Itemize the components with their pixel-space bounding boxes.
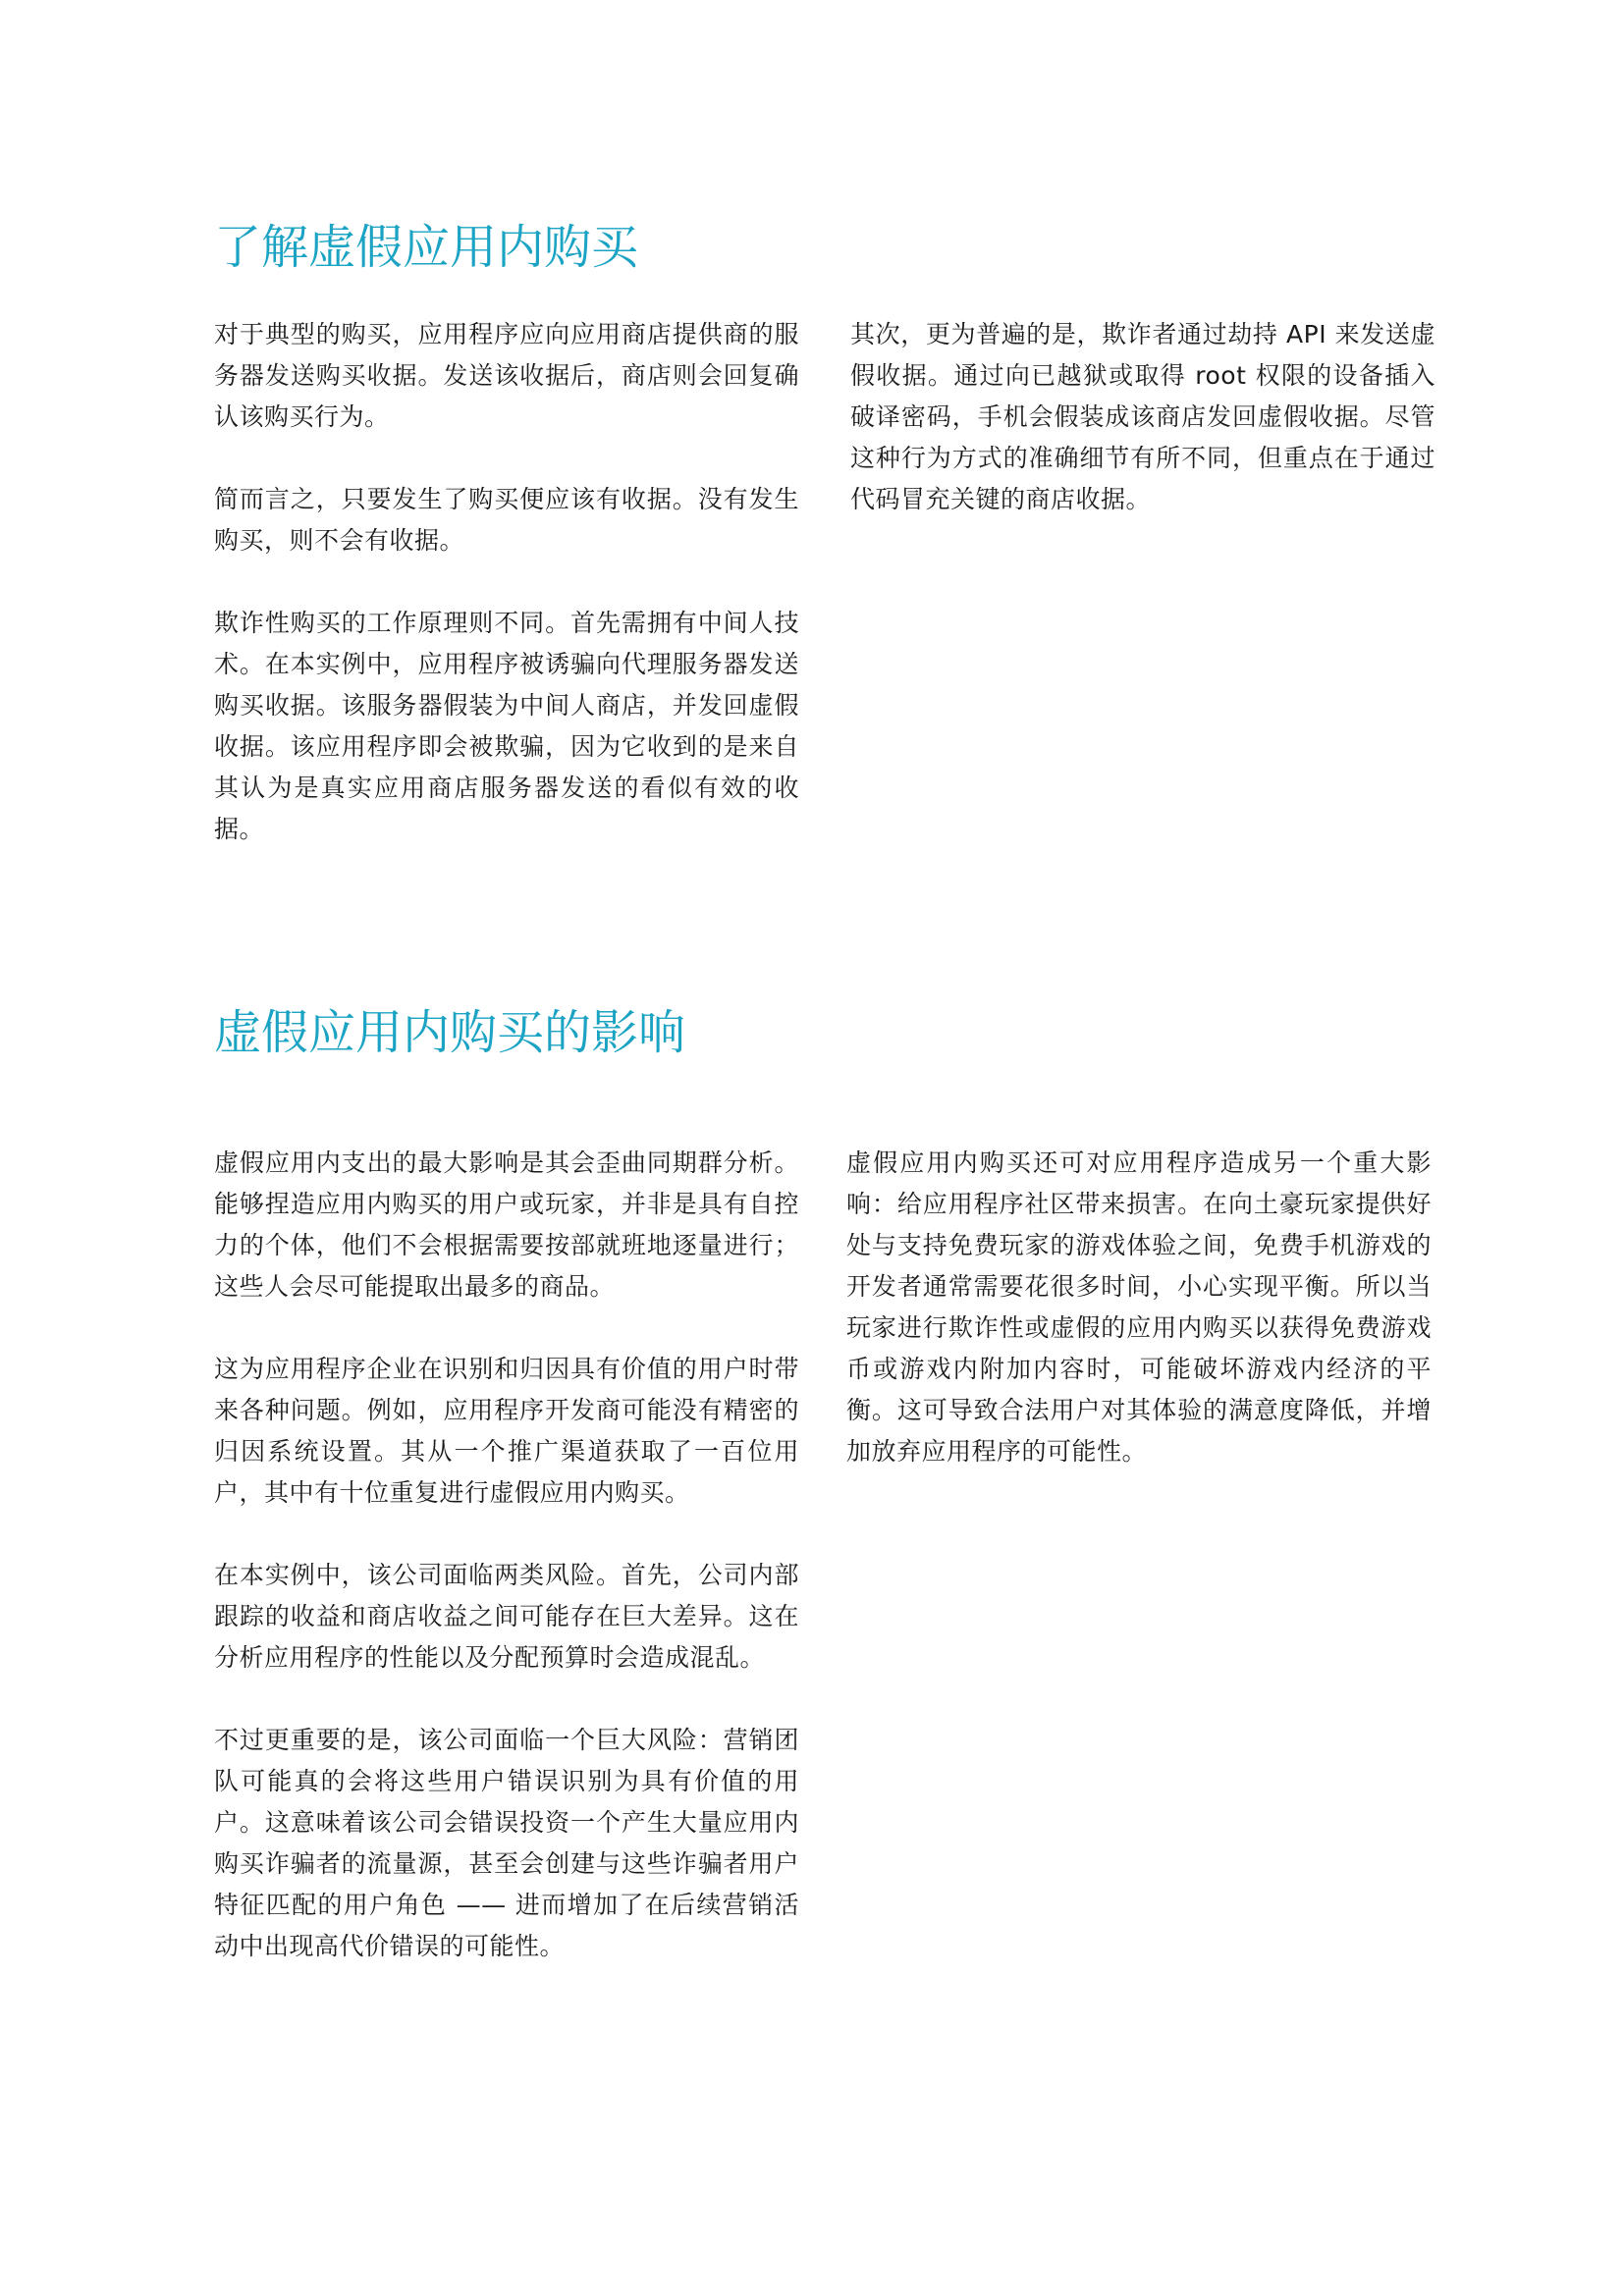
section1-left-column <box>214 314 799 850</box>
section-heading-impact-of-fake-iap: 虚假应用内购买的影响 <box>214 1005 686 1060</box>
paragraph: 简而言之，只要发生了购买便应该有收据。没有发生购买，则不会有收据。 <box>214 485 799 555</box>
section1-right-column <box>850 314 1435 520</box>
section-heading-understanding-fake-iap: 了解虚假应用内购买 <box>214 220 639 275</box>
section2-left-column <box>214 1143 799 1967</box>
paragraph: 这为应用程序企业在识别和归因具有价值的用户时带来各种问题。例如，应用程序开发商可能没有精密的归因系统设置。其从一个推广渠道获取了一百位用户，其中有十位重复进行虚假应用内购买。 <box>214 1355 799 1507</box>
paragraph: 不过更重要的是，该公司面临一个巨大风险：营销团队可能真的会将这些用户错误识别为具有价值的用户。这意味着该公司会错误投资一个产生大量应用内购买诈骗者的流量源，甚至会创建与这些诈骗者用户特征匹配的用户角色 —— 进而增加了在后续营销活动中出现高代价错误的可能性。 <box>214 1726 799 1960</box>
paragraph: 欺诈性购买的工作原理则不同。首先需拥有中间人技术。在本实例中，应用程序被诱骗向代理服务器发送购买收据。该服务器假装为中间人商店，并发回虚假收据。该应用程序即会被欺骗，因为它收到的是来自其认为是真实应用商店服务器发送的看似有效的收据。 <box>214 609 799 843</box>
paragraph: 其次，更为普遍的是，欺诈者通过劫持 API 来发送虚假收据。通过向已越狱或取得 root 权限的设备插入破译密码，手机会假装成该商店发回虚假收据。尽管这种行为方式的准确细节有所不同，但重点在于通过代码冒充关键的商店收据。 <box>850 320 1435 513</box>
paragraph: 虚假应用内支出的最大影响是其会歪曲同期群分析。能够捏造应用内购买的用户或玩家，并非是具有自控力的个体，他们不会根据需要按部就班地逐量进行；这些人会尽可能提取出最多的商品。 <box>214 1148 799 1301</box>
paragraph: 虚假应用内购买还可对应用程序造成另一个重大影响：给应用程序社区带来损害。在向土豪玩家提供好处与支持免费玩家的游戏体验之间，免费手机游戏的开发者通常需要花很多时间，小心实现平衡。所以当玩家进行欺诈性或虚假的应用内购买以获得免费游戏币或游戏内附加内容时，可能破坏游戏内经济的平衡。这可导致合法用户对其体验的满意度降低，并增加放弃应用程序的可能性。 <box>846 1148 1432 1466</box>
paragraph: 在本实例中，该公司面临两类风险。首先，公司内部跟踪的收益和商店收益之间可能存在巨大差异。这在分析应用程序的性能以及分配预算时会造成混乱。 <box>214 1561 799 1672</box>
paragraph: 对于典型的购买，应用程序应向应用商店提供商的服务器发送购买收据。发送该收据后，商店则会回复确认该购买行为。 <box>214 320 799 431</box>
section2-right-column <box>846 1143 1432 1472</box>
